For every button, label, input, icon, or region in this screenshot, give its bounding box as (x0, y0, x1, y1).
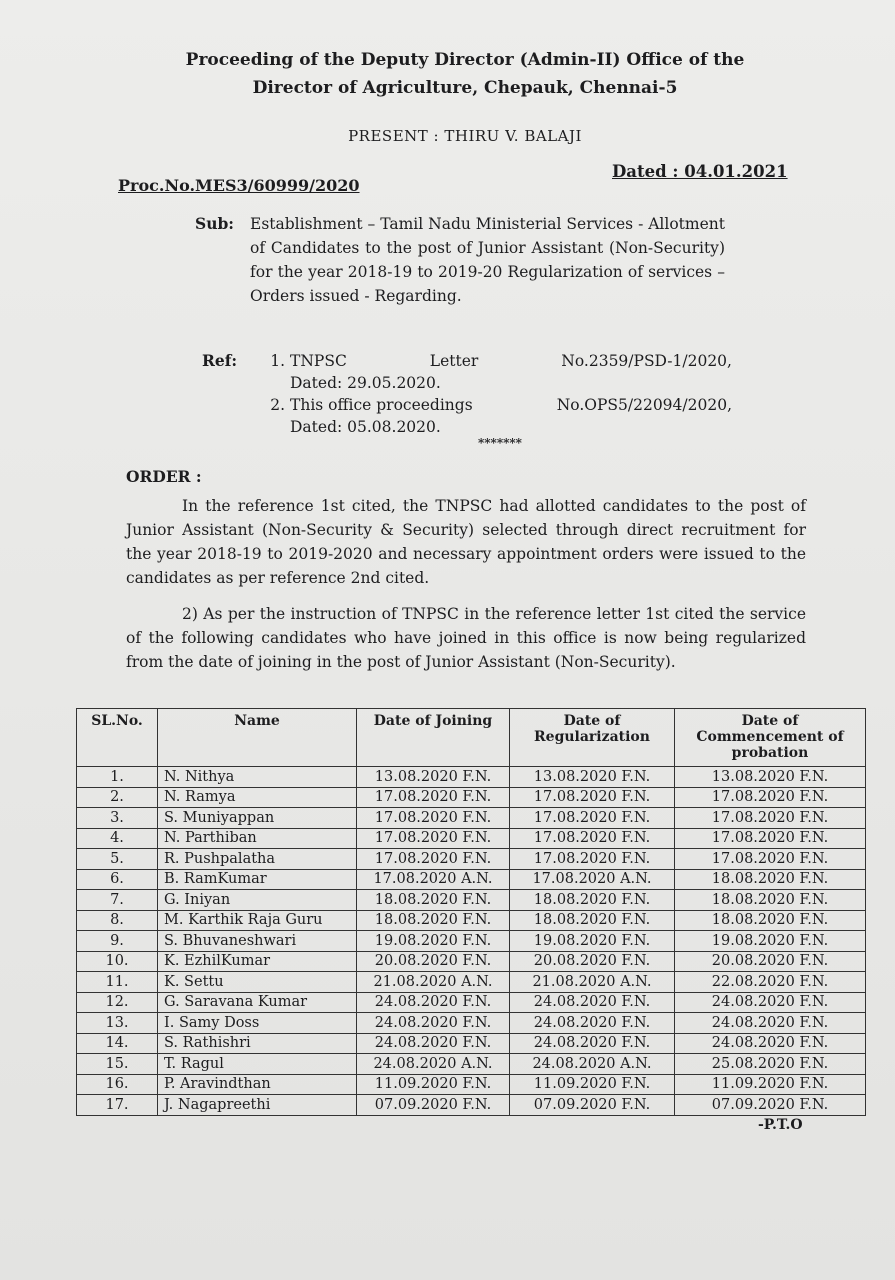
table-row (77, 972, 866, 993)
name-cell: G. Saravana Kumar (158, 992, 357, 1013)
ref-date: Dated: 29.05.2020. (290, 374, 441, 392)
table-row (77, 910, 866, 931)
table-row (77, 992, 866, 1013)
reference-item (290, 350, 732, 394)
table-row (77, 1033, 866, 1054)
table-row (77, 849, 866, 870)
ref-source: 2. This office proceedings (290, 396, 473, 414)
name-cell: N. Parthiban (158, 828, 357, 849)
col-sl-no: SL.No. (77, 709, 158, 767)
probation-date-cell: 20.08.2020 F.N. (675, 951, 866, 972)
table-row (77, 828, 866, 849)
separator: ******* (478, 436, 522, 450)
name-cell: K. Settu (158, 972, 357, 993)
sl-no-cell: 14. (77, 1033, 158, 1054)
regularization-date-cell: 18.08.2020 F.N. (510, 910, 675, 931)
regularization-date-cell: 17.08.2020 F.N. (510, 828, 675, 849)
joining-date-cell: 07.09.2020 F.N. (357, 1095, 510, 1116)
pto-note: -P.T.O (758, 1117, 803, 1133)
joining-date-cell: 17.08.2020 F.N. (357, 787, 510, 808)
probation-date-cell: 18.08.2020 F.N. (675, 869, 866, 890)
name-cell: S. Bhuvaneshwari (158, 931, 357, 952)
sl-no-cell: 5. (77, 849, 158, 870)
ref-date: Dated: 05.08.2020. (290, 418, 441, 436)
probation-date-cell: 13.08.2020 F.N. (675, 767, 866, 788)
joining-date-cell: 24.08.2020 F.N. (357, 1013, 510, 1034)
name-cell: N. Nithya (158, 767, 357, 788)
sl-no-cell: 4. (77, 828, 158, 849)
joining-date-cell: 21.08.2020 A.N. (357, 972, 510, 993)
table-row (77, 1054, 866, 1075)
table-row (77, 767, 866, 788)
name-cell: P. Aravindthan (158, 1074, 357, 1095)
subject-text: Establishment – Tamil Nadu Ministerial Services - Allotment of Candidates to the post of Junior Assistant (Non-Security) for the year 2018-19 to 2019-20 Regularization of services – Orders issued - Regarding. (250, 215, 725, 305)
joining-date-cell: 17.08.2020 F.N. (357, 849, 510, 870)
joining-date-cell: 24.08.2020 F.N. (357, 992, 510, 1013)
sl-no-cell: 7. (77, 890, 158, 911)
name-cell: S. Rathishri (158, 1033, 357, 1054)
table-row (77, 1074, 866, 1095)
regularization-date-cell: 17.08.2020 F.N. (510, 787, 675, 808)
sl-no-cell: 2. (77, 787, 158, 808)
probation-date-cell: 19.08.2020 F.N. (675, 931, 866, 952)
probation-date-cell: 17.08.2020 F.N. (675, 828, 866, 849)
joining-date-cell: 20.08.2020 F.N. (357, 951, 510, 972)
probation-date-cell: 24.08.2020 F.N. (675, 992, 866, 1013)
header-line-1: Proceeding of the Deputy Director (Admin-II) Office of the (185, 50, 745, 70)
joining-date-cell: 24.08.2020 F.N. (357, 1033, 510, 1054)
joining-date-cell: 17.08.2020 F.N. (357, 808, 510, 829)
probation-date-cell: 17.08.2020 F.N. (675, 808, 866, 829)
probation-date-cell: 11.09.2020 F.N. (675, 1074, 866, 1095)
subject (195, 212, 725, 308)
joining-date-cell: 18.08.2020 F.N. (357, 890, 510, 911)
candidates-table (76, 708, 866, 1116)
col-name: Name (158, 709, 357, 767)
order-heading: ORDER : (126, 467, 202, 486)
dated: Dated : 04.01.2021 (612, 162, 788, 181)
sl-no-cell: 1. (77, 767, 158, 788)
regularization-date-cell: 24.08.2020 A.N. (510, 1054, 675, 1075)
regularization-date-cell: 07.09.2020 F.N. (510, 1095, 675, 1116)
table-row (77, 869, 866, 890)
header-line-2: Director of Agriculture, Chepauk, Chennai-5 (252, 78, 678, 98)
sl-no-cell: 17. (77, 1095, 158, 1116)
name-cell: R. Pushpalatha (158, 849, 357, 870)
name-cell: N. Ramya (158, 787, 357, 808)
table-header-row (77, 709, 866, 767)
probation-date-cell: 25.08.2020 F.N. (675, 1054, 866, 1075)
table-row (77, 890, 866, 911)
table-row (77, 1013, 866, 1034)
regularization-date-cell: 18.08.2020 F.N. (510, 890, 675, 911)
col-date-regularization: Date of Regularization (510, 709, 675, 767)
joining-date-cell: 18.08.2020 F.N. (357, 910, 510, 931)
name-cell: I. Samy Doss (158, 1013, 357, 1034)
regularization-date-cell: 24.08.2020 F.N. (510, 992, 675, 1013)
probation-date-cell: 17.08.2020 F.N. (675, 849, 866, 870)
regularization-date-cell: 24.08.2020 F.N. (510, 1013, 675, 1034)
regularization-date-cell: 17.08.2020 F.N. (510, 808, 675, 829)
table-row (77, 1095, 866, 1116)
col-date-probation: Date of Commencement of probation (675, 709, 866, 767)
name-cell: J. Nagapreethi (158, 1095, 357, 1116)
subject-label: Sub: (195, 214, 235, 233)
ref-number: No.OPS5/22094/2020, (556, 396, 732, 414)
present-line: PRESENT : THIRU V. BALAJI (348, 127, 582, 145)
probation-date-cell: 22.08.2020 F.N. (675, 972, 866, 993)
references (202, 350, 732, 438)
sl-no-cell: 13. (77, 1013, 158, 1034)
joining-date-cell: 24.08.2020 A.N. (357, 1054, 510, 1075)
sl-no-cell: 15. (77, 1054, 158, 1075)
reference-item (290, 394, 732, 438)
probation-date-cell: 24.08.2020 F.N. (675, 1013, 866, 1034)
ref-source: 1. TNPSC (290, 352, 347, 370)
regularization-date-cell: 11.09.2020 F.N. (510, 1074, 675, 1095)
regularization-date-cell: 17.08.2020 A.N. (510, 869, 675, 890)
joining-date-cell: 19.08.2020 F.N. (357, 931, 510, 952)
table-row (77, 787, 866, 808)
probation-date-cell: 18.08.2020 F.N. (675, 910, 866, 931)
name-cell: T. Ragul (158, 1054, 357, 1075)
regularization-date-cell: 17.08.2020 F.N. (510, 849, 675, 870)
probation-date-cell: 17.08.2020 F.N. (675, 787, 866, 808)
name-cell: S. Muniyappan (158, 808, 357, 829)
joining-date-cell: 11.09.2020 F.N. (357, 1074, 510, 1095)
sl-no-cell: 6. (77, 869, 158, 890)
sl-no-cell: 10. (77, 951, 158, 972)
regularization-date-cell: 24.08.2020 F.N. (510, 1033, 675, 1054)
probation-date-cell: 07.09.2020 F.N. (675, 1095, 866, 1116)
col-date-joining: Date of Joining (357, 709, 510, 767)
regularization-date-cell: 20.08.2020 F.N. (510, 951, 675, 972)
name-cell: G. Iniyan (158, 890, 357, 911)
ref-number: No.2359/PSD-1/2020, (561, 352, 732, 370)
order-paragraph-1: In the reference 1st cited, the TNPSC had allotted candidates to the post of Junior Assistant (Non-Security & Security) selected through direct recruitment for the year 2018-19 to 2019-2020 and necessary appointment orders were issued to the candidates as per reference 2nd cited. (126, 497, 806, 587)
proc-number: Proc.No.MES3/60999/2020 (118, 176, 360, 195)
order-paragraph-2: 2) As per the instruction of TNPSC in the reference letter 1st cited the service of the following candidates who have joined in this office is now being regularized from the date of joining in the post of Junior Assistant (Non-Security). (126, 605, 806, 671)
sl-no-cell: 11. (77, 972, 158, 993)
joining-date-cell: 13.08.2020 F.N. (357, 767, 510, 788)
name-cell: M. Karthik Raja Guru (158, 910, 357, 931)
sl-no-cell: 12. (77, 992, 158, 1013)
regularization-date-cell: 13.08.2020 F.N. (510, 767, 675, 788)
table-row (77, 931, 866, 952)
reference-label: Ref: (202, 351, 238, 370)
name-cell: K. EzhilKumar (158, 951, 357, 972)
sl-no-cell: 9. (77, 931, 158, 952)
table-row (77, 808, 866, 829)
sl-no-cell: 16. (77, 1074, 158, 1095)
regularization-date-cell: 19.08.2020 F.N. (510, 931, 675, 952)
name-cell: B. RamKumar (158, 869, 357, 890)
table-row (77, 951, 866, 972)
regularization-date-cell: 21.08.2020 A.N. (510, 972, 675, 993)
sl-no-cell: 8. (77, 910, 158, 931)
probation-date-cell: 18.08.2020 F.N. (675, 890, 866, 911)
joining-date-cell: 17.08.2020 F.N. (357, 828, 510, 849)
sl-no-cell: 3. (77, 808, 158, 829)
ref-type: Letter (429, 352, 479, 370)
probation-date-cell: 24.08.2020 F.N. (675, 1033, 866, 1054)
joining-date-cell: 17.08.2020 A.N. (357, 869, 510, 890)
